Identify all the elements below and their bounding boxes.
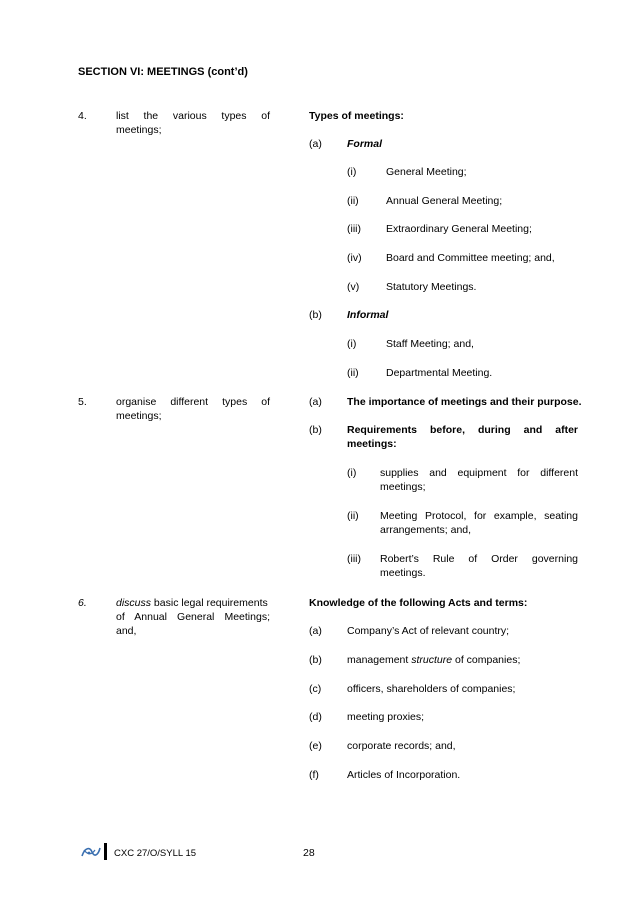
item-label: (a) — [309, 396, 322, 408]
objective-text-rest: basic legal requirements — [151, 597, 268, 609]
item-label: (e) — [309, 740, 322, 752]
section-title: SECTION VI: MEETINGS (cont’d) — [78, 66, 248, 78]
objective-number: 5. — [78, 396, 87, 408]
item-text: The importance of meetings and their purpose. — [347, 396, 582, 408]
item-label: (f) — [309, 769, 319, 781]
item-text: meetings: — [347, 438, 397, 450]
page-number: 28 — [303, 847, 315, 859]
sub-item-text: Robert’s Rule of Order governing — [380, 553, 578, 565]
footer-code: CXC 27/O/SYLL 15 — [114, 848, 197, 859]
objective-number: 4. — [78, 110, 87, 122]
sub-item-text: meetings; — [380, 481, 426, 493]
item-label: (b) — [309, 309, 322, 321]
objective-verb: discuss — [116, 597, 152, 609]
sub-item-text: Staff Meeting; and, — [386, 338, 474, 350]
item-text: Company’s Act of relevant country; — [347, 625, 510, 637]
objective-text: meetings; — [116, 124, 162, 136]
content-heading: Types of meetings: — [309, 110, 404, 122]
item-text-pre: management — [347, 654, 412, 666]
item-label: (b) — [309, 654, 322, 666]
item-title: Formal — [347, 138, 383, 150]
sub-item-text: Departmental Meeting. — [386, 367, 493, 379]
sub-item-text: meetings. — [380, 567, 426, 579]
sub-item-number: (ii) — [347, 367, 359, 379]
item-text: Articles of Incorporation. — [347, 769, 461, 781]
sub-item-number: (ii) — [347, 510, 359, 522]
item-label: (c) — [309, 683, 322, 695]
item-label: (a) — [309, 625, 322, 637]
item-label: (d) — [309, 711, 322, 723]
item-text — [347, 654, 520, 667]
sub-item-text: General Meeting; — [386, 166, 467, 178]
sub-item-text: Extraordinary General Meeting; — [386, 223, 532, 235]
sub-item-text: arrangements; and, — [380, 524, 472, 536]
item-text: corporate records; and, — [347, 740, 456, 752]
cxc-logo-icon — [80, 844, 102, 860]
objective-number: 6. — [78, 597, 87, 609]
objective-text: and, — [116, 625, 137, 637]
sub-item-number: (v) — [347, 281, 360, 293]
item-text: meeting proxies; — [347, 711, 425, 723]
sub-item-text: Annual General Meeting; — [386, 195, 503, 207]
objective-text: organise different types of — [116, 396, 270, 408]
item-text: Requirements before, during and after — [347, 424, 578, 436]
item-label: (b) — [309, 424, 322, 436]
sub-item-text: Statutory Meetings. — [386, 281, 477, 293]
objective-text — [116, 597, 268, 610]
item-text-post: of companies; — [452, 654, 521, 666]
sub-item-number: (i) — [347, 338, 357, 350]
item-text: officers, shareholders of companies; — [347, 683, 516, 695]
sub-item-text: Meeting Protocol, for example, seating — [380, 510, 578, 522]
content-heading: Knowledge of the following Acts and terms: — [309, 597, 528, 609]
sub-item-number: (iii) — [347, 553, 361, 565]
objective-text: meetings; — [116, 410, 162, 422]
item-title: Informal — [347, 309, 389, 321]
item-label: (a) — [309, 138, 322, 150]
sub-item-number: (ii) — [347, 195, 359, 207]
footer-divider — [104, 843, 107, 860]
sub-item-number: (i) — [347, 467, 357, 479]
sub-item-text: supplies and equipment for different — [380, 467, 578, 479]
item-text-emphasis: structure — [411, 654, 453, 666]
sub-item-number: (i) — [347, 166, 357, 178]
sub-item-text: Board and Committee meeting; and, — [386, 252, 555, 264]
objective-text: of Annual General Meetings; — [116, 611, 270, 623]
sub-item-number: (iv) — [347, 252, 362, 264]
objective-text: list the various types of — [116, 110, 270, 122]
sub-item-number: (iii) — [347, 223, 361, 235]
